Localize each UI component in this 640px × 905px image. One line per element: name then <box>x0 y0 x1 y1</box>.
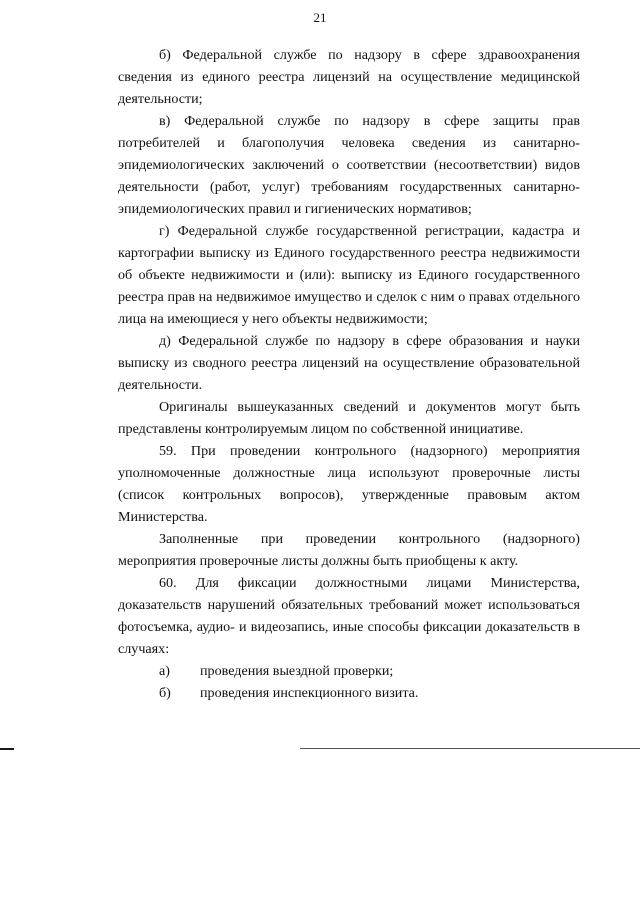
paragraph-item-g: г) Федеральной службе государственной регистрации, кадастра и картографии выписку из Единого государственного реестра недвижимости об объекте недвижимости и (или): выписку из Единого государственного реестра прав на недвижимое имущество и сделок с ним о правах отдельного лица на имеющиеся у него объекты недвижимости; <box>118 223 580 327</box>
page-number: 21 <box>313 10 327 25</box>
list-item <box>118 660 580 682</box>
list-marker: б) <box>159 685 171 701</box>
list-text: проведения выездной проверки; <box>200 663 394 679</box>
paragraph-filled-checklists: Заполненные при проведении контрольного (надзорного) мероприятия проверочные листы должны быть приобщены к акту. <box>118 531 580 569</box>
paragraph-59: 59. При проведении контрольного (надзорного) мероприятия уполномоченные должностные лица используют проверочные листы (список контрольных вопросов), утвержденные правовым актом Министерства. <box>118 443 580 525</box>
paragraph-item-b: б) Федеральной службе по надзору в сфере здравоохранения сведения из единого реестра лицензий на осуществление медицинской деятельности; <box>118 47 580 107</box>
paragraph-60: 60. Для фиксации должностными лицами Министерства, доказательств нарушений обязательных требований может использоваться фотосъемка, аудио- и видеозапись, иные способы фиксации доказательств в случаях: <box>118 575 580 657</box>
list-item <box>118 682 580 704</box>
paragraph-item-v: в) Федеральной службе по надзору в сфере защиты прав потребителей и благополучия человека сведения из санитарно-эпидемиологических заключений о соответствии (несоответствии) видов деятельности (работ, услуг) требованиям государственных санитарно-эпидемиологических правил и гигиенических нормативов; <box>118 113 580 217</box>
paragraph-item-d: д) Федеральной службе по надзору в сфере образования и науки выписку из сводного реестра лицензий на осуществление образовательной деятельности. <box>118 333 580 393</box>
list-marker: а) <box>159 663 170 679</box>
scan-edge-line-right <box>300 748 640 749</box>
document-body <box>118 44 580 704</box>
list-text: проведения инспекционного визита. <box>200 685 419 701</box>
paragraph-originals: Оригиналы вышеуказанных сведений и документов могут быть представлены контролируемым лицом по собственной инициативе. <box>118 399 580 437</box>
scan-edge-line-left <box>0 748 14 750</box>
